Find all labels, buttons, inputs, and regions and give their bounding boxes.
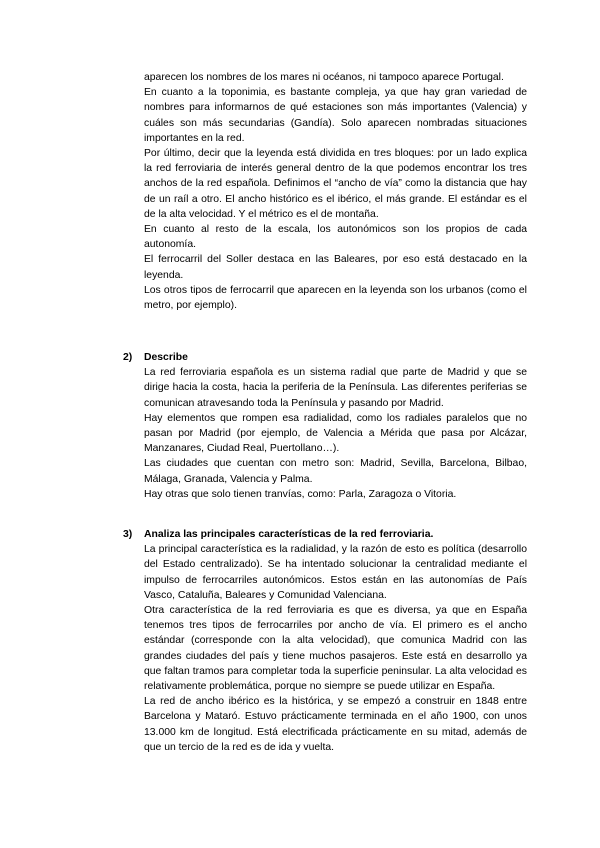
section-heading [123, 350, 527, 365]
paragraph: En cuanto a la toponimia, es bastante compleja, ya que hay gran variedad de nombres para informarnos de qué estaciones son más importantes (Valencia) y cuáles son más secundarias (Gandía). Solo aparecen nombradas situaciones importantes en la red. [144, 87, 527, 144]
paragraph: Otra característica de la red ferroviaria es que es diversa, ya que en España tenemos tres tipos de ferrocarriles por ancho de vía. El primero es el ancho estándar (corresponde con la alta velocidad), que comunica Madrid con las grandes ciudades del país y tiene muchos pasajeros. Este está en desarrollo ya que faltan tramos para completar toda la superficie peninsular. La alta velocidad es relativamente problemática, porque no siempre se puede utilizar en España. [144, 605, 527, 693]
section-number: 2) [123, 352, 133, 363]
intro-text-block [144, 70, 527, 313]
paragraph: El ferrocarril del Soller destaca en las Baleares, por eso está destacado en la leyenda. [144, 254, 527, 281]
paragraph: Hay elementos que rompen esa radialidad, como los radiales paralelos que no pasan por Madrid (por ejemplo, de Valencia a Mérida que pasa por Alcázar, Manzanares, Ciudad Real, Puertollano…). [144, 412, 527, 455]
paragraph: La principal característica es la radialidad, y la razón de esto es política (desarrollo del Estado centralizado). Se ha intentado solucionar la centralidad mediante el impulso de ferrocarriles autonómicos. Estos están en las autonomías de País Vasco, Cataluña, Baleares y Comunidad Valenciana. [144, 544, 527, 601]
paragraph: En cuanto al resto de la escala, los autonómicos son los propios de cada autonomía. [144, 224, 527, 251]
paragraph: Los otros tipos de ferrocarril que aparecen en la leyenda son los urbanos (como el metro, por ejemplo). [144, 284, 527, 312]
paragraph: Hay otras que solo tienen tranvías, como: Parla, Zaragoza o Vitoria. [144, 488, 457, 500]
paragraph: Las ciudades que cuentan con metro son: Madrid, Sevilla, Barcelona, Bilbao, Málaga, Granada, Valencia y Palma. [144, 458, 527, 485]
section-describe [123, 350, 527, 502]
section-number: 3) [123, 529, 133, 540]
section-analiza [123, 527, 527, 755]
section-title: Analiza las principales características de la red ferroviaria. [144, 529, 434, 540]
paragraph: La red de ancho ibérico es la histórica, y se empezó a construir en 1848 entre Barcelona y Mataró. Estuvo prácticamente terminada en el año 1900, con unos 13.000 km de longitud. Está electrificada prácticamente en su mitad, además de que un tercio de la red es de ida y vuelta. [144, 696, 527, 753]
section-heading [123, 527, 527, 542]
paragraph: La red ferroviaria española es un sistema radial que parte de Madrid y que se dirige hacia la costa, hacia la periferia de la Península. Las diferentes periferias se comunican atravesando toda la Península y pasando por Madrid. [144, 367, 527, 409]
section-title: Describe [144, 352, 188, 363]
paragraph: Por último, decir que la leyenda está dividida en tres bloques: por un lado explica la red ferroviaria de interés general dentro de la que podemos encontrar los tres anchos de la red española. Definimos el “ancho de vía” como la distancia que hay de un raíl a otro. El ancho histórico es el ibérico, el más grande. El estándar es el de la alta velocidad. Y el métrico es el de montaña. [144, 148, 527, 220]
paragraph: aparecen los nombres de los mares ni océanos, ni tampoco aparece Portugal. [144, 72, 504, 83]
